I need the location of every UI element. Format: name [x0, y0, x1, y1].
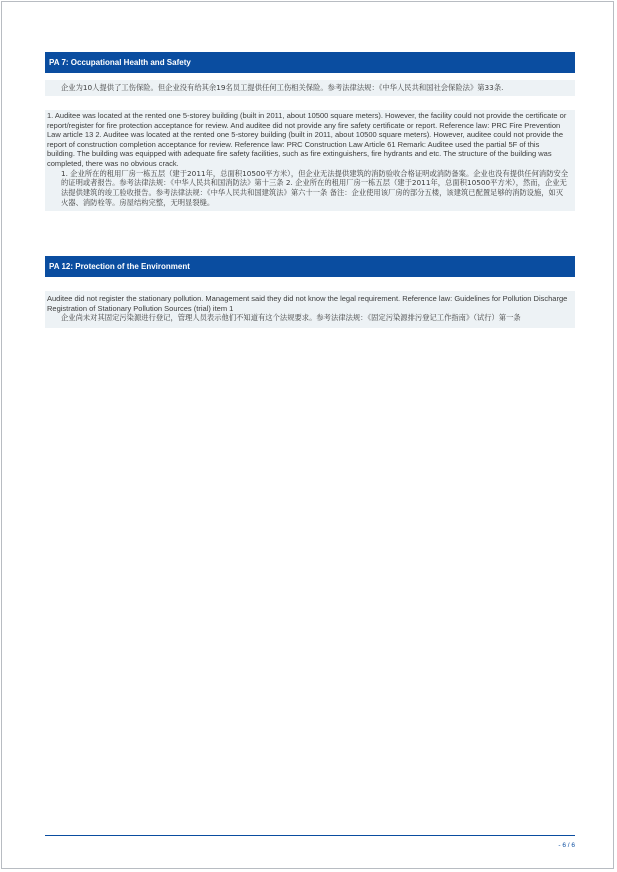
finding-text: 企业尚未对其固定污染源进行登记，管理人员表示他们不知道有这个法规要求。参考法律法规：《固定污染源排污登记工作指南》（试行）第一条 [61, 313, 521, 323]
page-number: - 6 / 6 [558, 842, 575, 849]
finding-text: 企业为10人提供了工伤保险。但企业没有给其余19名员工提供任何工伤相关保险。参考法律法规：《中华人民共和国社会保险法》第33条. [61, 83, 504, 92]
finding-block-fire-safety [45, 110, 575, 211]
finding-text: 1. 企业所在的租用厂房一栋五层（建于2011年，总面积10500平方米），但企业无法提供建筑的消防验收合格证明或消防备案。企业也没有提供任何消防安全的证明或者报告。参考法律法规：《中华人民共和国消防法》第十三条 2. 企业所在的租用厂房一栋五层（建于2011年，总面积10500平方米），然而，企业无法提供建筑的竣工验收报告。参考法律法规：《中华人民共和国建筑法》第六十一条 备注：企业使用该厂房的部分五楼，该建筑已配置足够的消防设施，如灭火器、消防栓等。房屋结构完整，无明显裂缝。 [61, 168, 569, 207]
finding-block-zh-pa7-insurance [45, 80, 575, 96]
finding-block-pollution [45, 291, 575, 328]
section-header-pa12: PA 12: Protection of the Environment [45, 256, 575, 277]
finding-text: 1. Auditee was located at the rented one 5-storey building (built in 2011, about 10500 square meters). However, the facility could not provide the certificate or report/register for fire protection acceptance for review. And auditee did not provide any fire safety certificate or report. Reference law: PRC Fire Prevention Law article 13 2. Auditee was located at the rented one 5-storey building (built in 2011, about 10500 square meters). However, auditee could not provide the report of construction completion acceptance for review. Reference law: PRC Construction Law Article 61 Remark: Auditee used the partial 5F of this building. The building was equipped with adequate fire safety facilities, such as fire extinguishers, fire hydrants and etc. The structure of the building was completed, there was no obvious crack. [47, 111, 567, 168]
section-header-pa7: PA 7: Occupational Health and Safety [45, 52, 575, 73]
finding-text: Auditee did not register the stationary pollution. Management said they did not know the legal requirement. Reference law: Guidelines for Pollution Discharge Registration of Stationary Pollution Sources (trial) item 1 [47, 294, 568, 313]
footer-divider [45, 835, 575, 836]
